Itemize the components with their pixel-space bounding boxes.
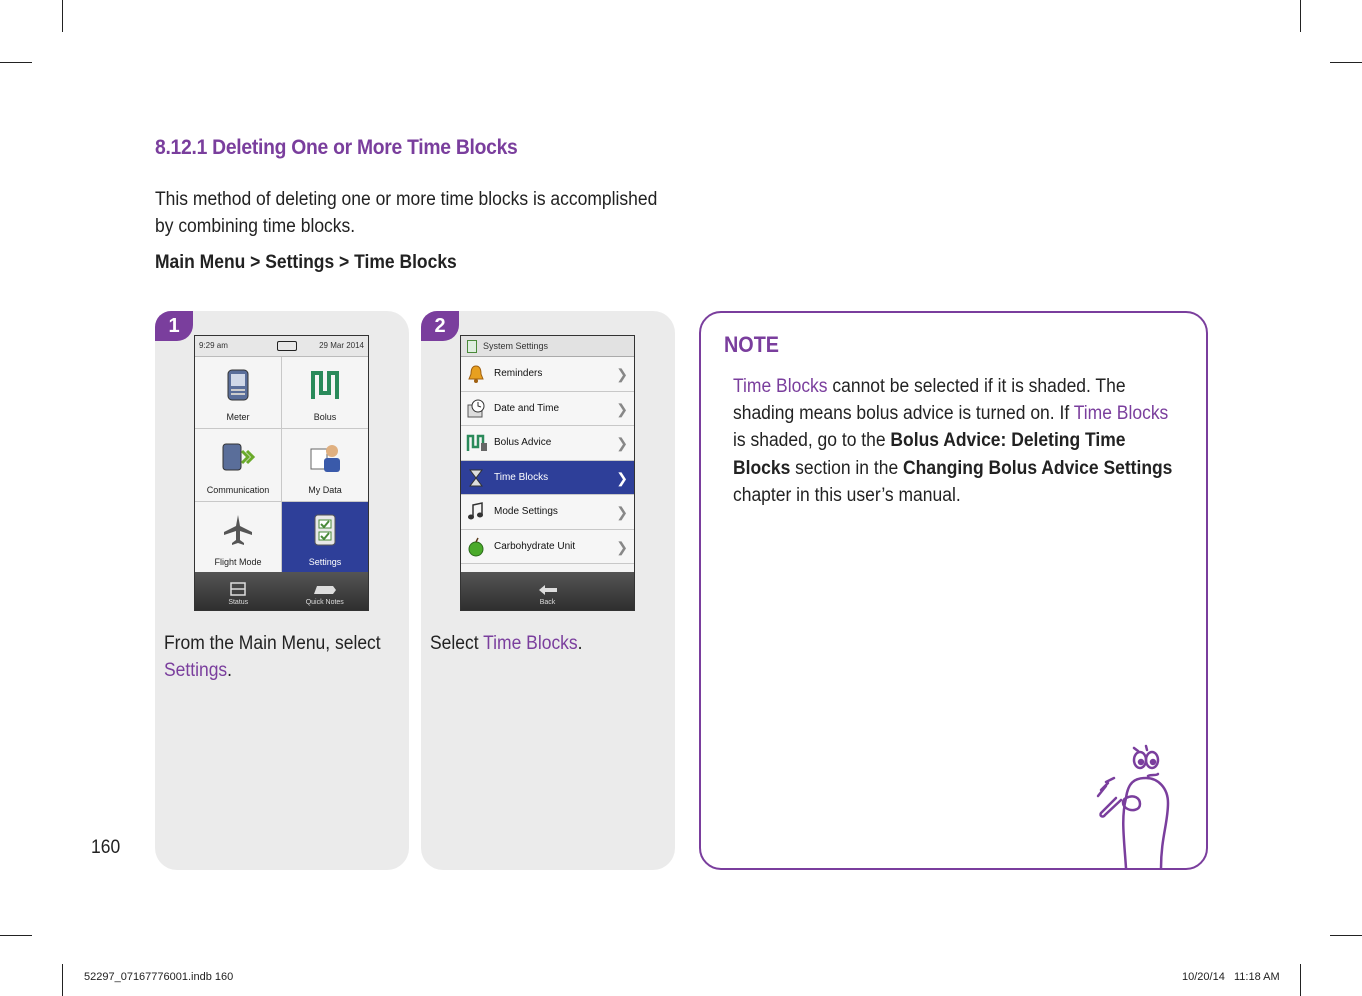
status-label: Status — [228, 599, 249, 606]
list-item-carbohydrate-unit[interactable] — [461, 530, 634, 565]
tile-communication[interactable] — [195, 429, 281, 500]
crop-mark — [0, 935, 32, 936]
settings-checklist-icon — [467, 340, 477, 353]
tile-label: Settings — [308, 557, 342, 567]
note-text: chapter in this user’s manual. — [733, 484, 961, 506]
tile-settings[interactable] — [282, 502, 368, 573]
music-note-icon — [466, 502, 486, 522]
screen-header — [461, 336, 634, 357]
bolus-advice-icon — [466, 433, 488, 453]
battery-icon — [277, 341, 297, 351]
intro-line: by combining time blocks. — [155, 216, 356, 237]
chevron-right-icon: ❯ — [616, 366, 628, 382]
quick-notes-label: Quick Notes — [305, 599, 344, 606]
chevron-right-icon: ❯ — [616, 435, 628, 451]
note-bold: Changing Bolus Advice Settings — [903, 457, 1173, 479]
screen-header-label: System Settings — [483, 341, 549, 351]
list-item-bolus-advice[interactable] — [461, 426, 634, 461]
note-body — [733, 373, 1175, 509]
step-1-line2 — [164, 657, 381, 684]
status-button[interactable] — [195, 572, 282, 610]
step-2-number: 2 — [421, 311, 459, 341]
bottom-bar — [461, 572, 634, 610]
bolus-icon — [307, 367, 343, 403]
list-item-label: Carbohydrate Unit — [494, 540, 576, 552]
list-item-label: Reminders — [494, 368, 543, 379]
system-settings-screen — [460, 335, 635, 611]
footer-date: 10/20/14 11:18 AM — [1182, 971, 1280, 983]
list-item-label: Time Blocks — [494, 471, 549, 483]
note-link: Time Blocks — [733, 376, 828, 397]
chevron-right-icon: ❯ — [616, 400, 628, 417]
tile-my-data[interactable] — [282, 429, 368, 500]
back-button[interactable] — [504, 572, 591, 610]
apple-icon — [466, 537, 486, 557]
bell-icon — [466, 364, 486, 384]
clock-calendar-icon — [466, 399, 486, 419]
chevron-right-icon: ❯ — [616, 469, 628, 486]
footer-file: 52297_07167776001.indb 160 — [84, 971, 234, 983]
step-1-prefix: From the Main Menu, select — [164, 633, 381, 654]
navigation-path: Main Menu > Settings > Time Blocks — [155, 252, 457, 273]
list-item-reminders[interactable] — [461, 357, 634, 392]
section-title: 8.12.1 Deleting One or More Time Blocks — [155, 136, 518, 159]
chevron-right-icon: ❯ — [616, 538, 628, 555]
tile-bolus[interactable] — [282, 357, 368, 428]
page-number: 160 — [91, 837, 121, 858]
crop-mark — [62, 964, 63, 996]
note-bold: Bolus Advice: Deleting Time Blocks — [733, 430, 1126, 479]
back-label: Back — [539, 599, 556, 606]
tile-label: Communication — [206, 484, 270, 495]
crop-mark — [1300, 0, 1301, 32]
menu-grid — [195, 357, 368, 573]
step-1-number: 1 — [155, 311, 193, 341]
date: 29 Mar 2014 — [319, 341, 364, 350]
list-item-label: Bolus Advice — [494, 437, 552, 448]
settings-checklist-icon — [307, 512, 343, 548]
status-icon — [230, 582, 246, 596]
list-item-label: Date and Time — [494, 402, 560, 414]
intro-text — [155, 186, 670, 240]
tile-label: Meter — [226, 412, 250, 423]
note-title: NOTE — [724, 332, 780, 357]
note-text: is shaded, go to the — [733, 430, 891, 452]
step-2-prefix: Select — [430, 633, 479, 654]
crop-mark — [1330, 935, 1362, 936]
my-data-icon — [307, 439, 343, 475]
clock: 9:29 am — [199, 341, 228, 350]
hourglass-icon — [466, 468, 486, 488]
back-arrow-icon — [538, 584, 558, 596]
step-2-text — [430, 630, 583, 657]
airplane-icon — [220, 512, 256, 548]
tile-label: Flight Mode — [214, 557, 262, 567]
quick-notes-button[interactable] — [282, 572, 369, 610]
communication-icon — [220, 439, 256, 475]
step-2-suffix: . — [577, 633, 583, 654]
list-item-time-blocks[interactable] — [461, 461, 634, 496]
quick-notes-icon — [313, 584, 337, 596]
meter-icon — [220, 367, 256, 403]
crop-mark — [1300, 964, 1301, 996]
list-item-mode-settings[interactable] — [461, 495, 634, 530]
crop-mark — [0, 62, 32, 63]
chevron-right-icon: ❯ — [616, 504, 628, 520]
bottom-bar — [195, 572, 368, 610]
step-2-highlight: Time Blocks — [483, 633, 578, 654]
list-item-date-and-time[interactable] — [461, 392, 634, 427]
step-1-text — [164, 630, 381, 684]
tile-meter[interactable] — [195, 357, 281, 428]
note-text: cannot be selected if it is shaded. The shading means bolus advice is turned on. If — [733, 376, 1126, 425]
tile-label: Bolus — [313, 412, 337, 423]
crop-mark — [62, 0, 63, 32]
settings-list — [461, 357, 634, 564]
mascot-icon — [1096, 738, 1176, 873]
note-link: Time Blocks — [1073, 403, 1169, 425]
note-text: section in the — [790, 457, 904, 479]
status-bar — [195, 336, 368, 357]
intro-line: This method of deleting one or more time blocks is accomplished — [155, 189, 658, 210]
tile-flight-mode[interactable] — [195, 502, 281, 573]
main-menu-screen — [194, 335, 369, 611]
crop-mark — [1330, 62, 1362, 63]
list-item-label: Mode Settings — [494, 506, 558, 517]
step-1-suffix: . — [227, 660, 233, 681]
step-1-highlight: Settings — [164, 660, 228, 681]
tile-label: My Data — [308, 484, 342, 495]
